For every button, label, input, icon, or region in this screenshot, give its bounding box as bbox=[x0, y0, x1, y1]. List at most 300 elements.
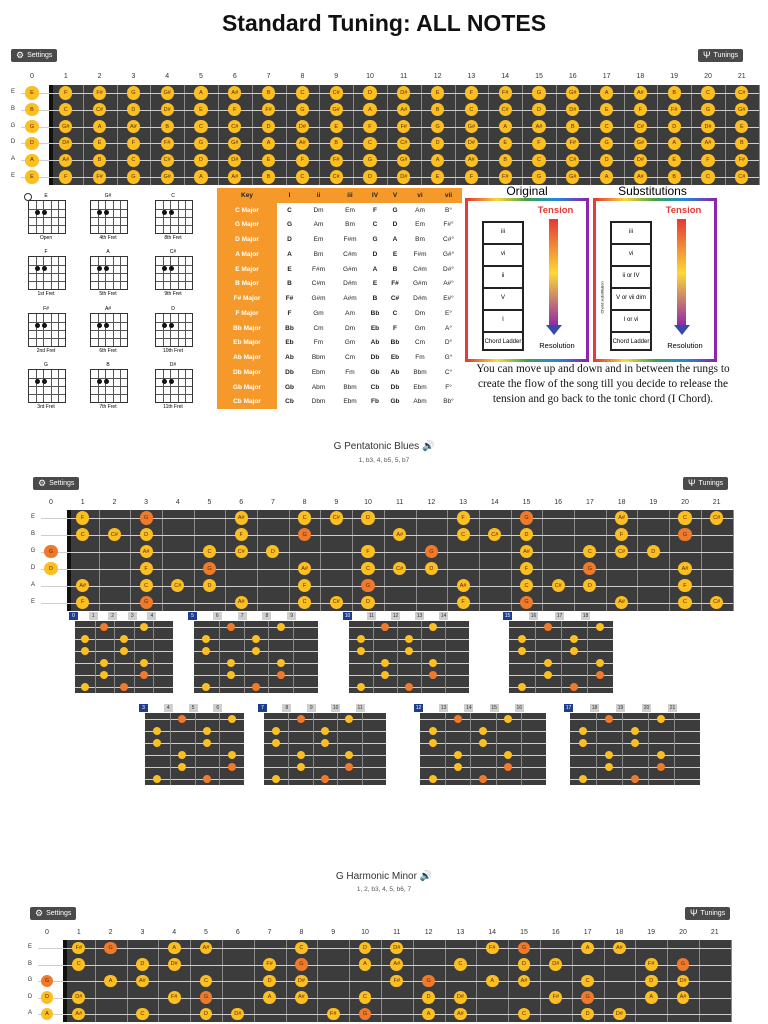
note-marker[interactable]: F bbox=[634, 103, 647, 116]
note-marker[interactable]: G# bbox=[228, 137, 241, 150]
note-marker[interactable]: C# bbox=[161, 154, 174, 167]
root-note-marker[interactable]: G bbox=[41, 975, 54, 988]
position-fret-button[interactable]: 11 bbox=[357, 705, 363, 711]
note-marker[interactable]: G bbox=[532, 170, 545, 183]
root-note-marker[interactable]: G bbox=[583, 562, 596, 575]
note-marker[interactable]: D# bbox=[397, 170, 410, 183]
note-marker[interactable]: G bbox=[363, 154, 376, 167]
note-marker[interactable]: D bbox=[581, 1008, 594, 1021]
note-marker[interactable]: E bbox=[431, 170, 444, 183]
note-marker[interactable]: F# bbox=[263, 958, 276, 971]
note-marker[interactable]: C bbox=[194, 120, 207, 133]
note-marker[interactable]: E bbox=[25, 170, 38, 183]
note-marker[interactable]: A# bbox=[390, 958, 403, 971]
note-marker[interactable]: C# bbox=[397, 137, 410, 150]
note-marker[interactable]: F# bbox=[486, 942, 499, 955]
note-marker[interactable]: A# bbox=[59, 154, 72, 167]
tunings-button[interactable] bbox=[698, 49, 743, 62]
note-marker[interactable]: A# bbox=[634, 170, 647, 183]
note-marker[interactable]: F bbox=[235, 528, 248, 541]
note-marker[interactable]: C bbox=[701, 86, 714, 99]
note-marker[interactable]: F# bbox=[390, 975, 403, 988]
position-fret-button[interactable]: 17 bbox=[565, 705, 572, 711]
position-fret-button[interactable]: 13 bbox=[440, 705, 447, 711]
note-marker[interactable]: B bbox=[668, 86, 681, 99]
position-box[interactable] bbox=[509, 621, 613, 693]
note-marker[interactable]: A# bbox=[295, 991, 308, 1004]
note-marker[interactable]: F# bbox=[161, 137, 174, 150]
note-marker[interactable]: A# bbox=[140, 545, 153, 558]
chord-diagram[interactable] bbox=[28, 313, 66, 347]
note-marker[interactable]: F bbox=[465, 86, 478, 99]
note-marker[interactable]: C# bbox=[393, 562, 406, 575]
position-box[interactable] bbox=[349, 621, 469, 693]
note-marker[interactable]: C bbox=[457, 528, 470, 541]
note-marker[interactable]: F bbox=[457, 596, 470, 609]
note-marker[interactable]: C bbox=[581, 975, 594, 988]
chord-diagram[interactable] bbox=[155, 313, 193, 347]
position-fret-button[interactable]: 16 bbox=[530, 613, 537, 619]
note-marker[interactable]: F# bbox=[93, 170, 106, 183]
note-marker[interactable]: A# bbox=[678, 562, 691, 575]
note-marker[interactable]: A bbox=[668, 137, 681, 150]
note-marker[interactable]: C bbox=[72, 958, 85, 971]
note-marker[interactable]: A bbox=[581, 942, 594, 955]
position-fret-button[interactable]: 4 bbox=[147, 612, 156, 620]
note-marker[interactable]: C# bbox=[330, 170, 343, 183]
chord-diagram[interactable] bbox=[155, 200, 193, 234]
note-marker[interactable]: D# bbox=[390, 942, 403, 955]
position-box[interactable] bbox=[75, 621, 173, 693]
position-fret-button[interactable]: 14 bbox=[440, 613, 447, 619]
note-marker[interactable]: F bbox=[127, 137, 140, 150]
note-marker[interactable]: F bbox=[615, 528, 628, 541]
note-marker[interactable]: D# bbox=[634, 154, 647, 167]
note-marker[interactable]: D bbox=[361, 511, 374, 524]
note-marker[interactable]: F# bbox=[93, 86, 106, 99]
note-marker[interactable]: F# bbox=[499, 170, 512, 183]
note-marker[interactable]: D bbox=[44, 562, 57, 575]
note-marker[interactable]: F bbox=[678, 579, 691, 592]
note-marker[interactable]: F# bbox=[549, 991, 562, 1004]
position-fret-button[interactable]: 10 bbox=[344, 613, 351, 619]
position-fret-button[interactable]: 16 bbox=[516, 705, 523, 711]
note-marker[interactable]: F# bbox=[566, 137, 579, 150]
note-marker[interactable]: F bbox=[520, 562, 533, 575]
root-note-marker[interactable]: G bbox=[520, 511, 533, 524]
note-marker[interactable]: A# bbox=[235, 511, 248, 524]
note-marker[interactable]: A# bbox=[296, 137, 309, 150]
note-marker[interactable]: D bbox=[422, 991, 435, 1004]
note-marker[interactable]: C bbox=[701, 170, 714, 183]
note-marker[interactable]: E bbox=[25, 86, 38, 99]
note-marker[interactable]: C bbox=[203, 545, 216, 558]
note-marker[interactable]: C# bbox=[710, 596, 723, 609]
note-marker[interactable]: D# bbox=[168, 958, 181, 971]
note-marker[interactable]: B bbox=[431, 103, 444, 116]
position-fret-button[interactable]: 9 bbox=[307, 704, 316, 712]
note-marker[interactable]: C# bbox=[735, 170, 748, 183]
note-marker[interactable]: D# bbox=[677, 975, 690, 988]
root-note-marker[interactable]: G bbox=[200, 991, 213, 1004]
note-marker[interactable]: E bbox=[668, 154, 681, 167]
root-note-marker[interactable]: G bbox=[298, 528, 311, 541]
note-marker[interactable]: A bbox=[194, 170, 207, 183]
note-marker[interactable]: D bbox=[262, 120, 275, 133]
position-fret-button[interactable]: 4 bbox=[164, 704, 173, 712]
note-marker[interactable]: D bbox=[361, 596, 374, 609]
note-marker[interactable]: D bbox=[600, 154, 613, 167]
note-marker[interactable]: A# bbox=[615, 596, 628, 609]
note-marker[interactable]: C bbox=[600, 120, 613, 133]
note-marker[interactable]: C bbox=[76, 528, 89, 541]
note-marker[interactable]: C bbox=[296, 86, 309, 99]
root-note-marker[interactable]: G bbox=[425, 545, 438, 558]
position-box[interactable] bbox=[194, 621, 318, 693]
position-fret-button[interactable]: 7 bbox=[238, 612, 247, 620]
note-marker[interactable]: G# bbox=[161, 170, 174, 183]
note-marker[interactable]: B bbox=[566, 120, 579, 133]
note-marker[interactable]: C# bbox=[710, 511, 723, 524]
note-marker[interactable]: D bbox=[363, 86, 376, 99]
chord-diagram[interactable] bbox=[90, 369, 128, 403]
note-marker[interactable]: A bbox=[168, 942, 181, 955]
note-marker[interactable]: C bbox=[361, 562, 374, 575]
note-marker[interactable]: C# bbox=[634, 120, 647, 133]
note-marker[interactable]: A# bbox=[298, 562, 311, 575]
note-marker[interactable]: A# bbox=[520, 545, 533, 558]
note-marker[interactable]: G bbox=[127, 170, 140, 183]
note-marker[interactable]: A bbox=[25, 154, 38, 167]
chord-diagram[interactable] bbox=[155, 369, 193, 403]
note-marker[interactable]: C# bbox=[108, 528, 121, 541]
note-marker[interactable]: D bbox=[363, 170, 376, 183]
note-marker[interactable]: B bbox=[93, 154, 106, 167]
chord-diagram[interactable] bbox=[90, 256, 128, 290]
minor-tunings-button[interactable] bbox=[685, 907, 730, 920]
note-marker[interactable]: C bbox=[532, 154, 545, 167]
root-note-marker[interactable]: G bbox=[361, 579, 374, 592]
note-marker[interactable]: C bbox=[678, 511, 691, 524]
note-marker[interactable]: B bbox=[499, 154, 512, 167]
note-marker[interactable]: D bbox=[359, 942, 372, 955]
note-marker[interactable]: D bbox=[668, 120, 681, 133]
note-marker[interactable]: F bbox=[76, 511, 89, 524]
note-marker[interactable]: C# bbox=[552, 579, 565, 592]
note-marker[interactable]: A# bbox=[397, 103, 410, 116]
note-marker[interactable]: C bbox=[59, 103, 72, 116]
note-marker[interactable]: D bbox=[532, 103, 545, 116]
note-marker[interactable]: D# bbox=[161, 103, 174, 116]
note-marker[interactable]: D# bbox=[228, 154, 241, 167]
note-marker[interactable]: D# bbox=[454, 991, 467, 1004]
note-marker[interactable]: A# bbox=[127, 120, 140, 133]
position-fret-button[interactable]: 11 bbox=[368, 613, 375, 619]
note-marker[interactable]: A bbox=[431, 154, 444, 167]
root-note-marker[interactable]: G bbox=[422, 975, 435, 988]
note-marker[interactable]: G# bbox=[634, 137, 647, 150]
root-note-marker[interactable]: G bbox=[203, 562, 216, 575]
note-marker[interactable]: C# bbox=[499, 103, 512, 116]
note-marker[interactable]: F# bbox=[262, 103, 275, 116]
note-marker[interactable]: A# bbox=[615, 511, 628, 524]
note-marker[interactable]: C bbox=[298, 511, 311, 524]
note-marker[interactable]: D bbox=[200, 1008, 213, 1021]
note-marker[interactable]: C# bbox=[330, 596, 343, 609]
note-marker[interactable]: C bbox=[678, 596, 691, 609]
note-marker[interactable]: D bbox=[266, 545, 279, 558]
note-marker[interactable]: F bbox=[361, 545, 374, 558]
note-marker[interactable]: B bbox=[735, 137, 748, 150]
note-marker[interactable]: C bbox=[518, 1008, 531, 1021]
note-marker[interactable]: E bbox=[431, 86, 444, 99]
note-marker[interactable]: F# bbox=[72, 942, 85, 955]
settings-button[interactable] bbox=[11, 49, 57, 62]
position-fret-button[interactable]: 15 bbox=[504, 613, 511, 619]
minor-settings-button[interactable] bbox=[30, 907, 76, 920]
position-box[interactable] bbox=[570, 713, 700, 785]
position-fret-button[interactable]: 17 bbox=[556, 613, 563, 619]
note-marker[interactable]: C bbox=[298, 596, 311, 609]
note-marker[interactable]: D# bbox=[613, 1008, 626, 1021]
chord-diagram[interactable] bbox=[155, 256, 193, 290]
root-note-marker[interactable]: G bbox=[295, 958, 308, 971]
note-marker[interactable]: E bbox=[330, 120, 343, 133]
position-fret-button[interactable]: 8 bbox=[262, 612, 271, 620]
position-fret-button[interactable]: 6 bbox=[213, 612, 222, 620]
note-marker[interactable]: B bbox=[330, 137, 343, 150]
note-marker[interactable]: G# bbox=[566, 170, 579, 183]
note-marker[interactable]: C bbox=[200, 975, 213, 988]
note-marker[interactable]: A# bbox=[677, 991, 690, 1004]
note-marker[interactable]: D bbox=[263, 975, 276, 988]
note-marker[interactable]: D# bbox=[231, 1008, 244, 1021]
note-marker[interactable]: A bbox=[486, 975, 499, 988]
note-marker[interactable]: A# bbox=[235, 596, 248, 609]
note-marker[interactable]: B bbox=[668, 170, 681, 183]
note-marker[interactable]: C bbox=[127, 154, 140, 167]
note-marker[interactable]: A# bbox=[393, 528, 406, 541]
root-note-marker[interactable]: G bbox=[140, 511, 153, 524]
note-marker[interactable]: A bbox=[422, 1008, 435, 1021]
note-marker[interactable]: A# bbox=[72, 1008, 85, 1021]
note-marker[interactable]: A# bbox=[228, 86, 241, 99]
note-marker[interactable]: G# bbox=[161, 86, 174, 99]
note-marker[interactable]: A# bbox=[465, 154, 478, 167]
note-marker[interactable]: D# bbox=[566, 103, 579, 116]
note-marker[interactable]: D# bbox=[701, 120, 714, 133]
note-marker[interactable]: C# bbox=[615, 545, 628, 558]
note-marker[interactable]: A# bbox=[200, 942, 213, 955]
note-marker[interactable]: F bbox=[298, 579, 311, 592]
note-marker[interactable]: D bbox=[203, 579, 216, 592]
note-marker[interactable]: B bbox=[161, 120, 174, 133]
root-note-marker[interactable]: G bbox=[104, 942, 117, 955]
note-marker[interactable]: C bbox=[363, 137, 376, 150]
note-marker[interactable]: D bbox=[645, 975, 658, 988]
root-note-marker[interactable]: G bbox=[359, 1008, 372, 1021]
note-marker[interactable]: D# bbox=[59, 137, 72, 150]
note-marker[interactable]: A# bbox=[701, 137, 714, 150]
note-marker[interactable]: G bbox=[600, 137, 613, 150]
note-marker[interactable]: F# bbox=[735, 154, 748, 167]
root-note-marker[interactable]: G bbox=[581, 991, 594, 1004]
root-note-marker[interactable]: G bbox=[44, 545, 57, 558]
note-marker[interactable]: F bbox=[532, 137, 545, 150]
chord-diagram[interactable] bbox=[28, 200, 66, 234]
note-marker[interactable]: C# bbox=[93, 103, 106, 116]
note-marker[interactable]: A bbox=[263, 991, 276, 1004]
note-marker[interactable]: A# bbox=[454, 1008, 467, 1021]
position-fret-button[interactable]: 20 bbox=[643, 705, 650, 711]
pentatonic-tunings-button[interactable] bbox=[683, 477, 728, 490]
position-fret-button[interactable]: 1 bbox=[89, 612, 98, 620]
note-marker[interactable]: A bbox=[93, 120, 106, 133]
note-marker[interactable]: C bbox=[136, 1008, 149, 1021]
position-fret-button[interactable]: 5 bbox=[188, 612, 197, 620]
note-marker[interactable]: E bbox=[735, 120, 748, 133]
note-marker[interactable]: A# bbox=[136, 975, 149, 988]
position-fret-button[interactable]: 5 bbox=[189, 704, 198, 712]
note-marker[interactable]: C bbox=[359, 991, 372, 1004]
position-fret-button[interactable]: 3 bbox=[128, 612, 137, 620]
note-marker[interactable]: D bbox=[127, 103, 140, 116]
note-marker[interactable]: D bbox=[140, 528, 153, 541]
position-fret-button[interactable]: 15 bbox=[491, 705, 497, 711]
note-marker[interactable]: F bbox=[228, 103, 241, 116]
note-marker[interactable]: C# bbox=[330, 511, 343, 524]
note-marker[interactable]: C bbox=[520, 579, 533, 592]
position-box[interactable] bbox=[420, 713, 546, 785]
root-note-marker[interactable]: G bbox=[677, 958, 690, 971]
root-note-marker[interactable]: G bbox=[140, 596, 153, 609]
note-marker[interactable]: D bbox=[520, 528, 533, 541]
position-fret-button[interactable]: 14 bbox=[466, 705, 472, 711]
note-marker[interactable]: E bbox=[262, 154, 275, 167]
position-box[interactable] bbox=[264, 713, 386, 785]
note-marker[interactable]: G bbox=[701, 103, 714, 116]
note-marker[interactable]: B bbox=[262, 86, 275, 99]
position-fret-button[interactable]: 9 bbox=[287, 612, 296, 620]
position-fret-button[interactable]: 21 bbox=[669, 705, 676, 711]
note-marker[interactable]: G bbox=[431, 120, 444, 133]
position-fret-button[interactable]: 0 bbox=[69, 612, 78, 620]
note-marker[interactable]: A bbox=[499, 120, 512, 133]
note-marker[interactable]: F bbox=[701, 154, 714, 167]
note-marker[interactable]: G# bbox=[397, 154, 410, 167]
note-marker[interactable]: D# bbox=[72, 991, 85, 1004]
speaker-icon[interactable]: 🔊 bbox=[419, 871, 433, 882]
position-fret-button[interactable]: 7 bbox=[258, 704, 267, 712]
chord-diagram[interactable] bbox=[28, 369, 66, 403]
note-marker[interactable]: E bbox=[600, 103, 613, 116]
chord-diagram[interactable] bbox=[90, 200, 128, 234]
note-marker[interactable]: D bbox=[647, 545, 660, 558]
note-marker[interactable]: C bbox=[583, 545, 596, 558]
note-marker[interactable]: A# bbox=[518, 975, 531, 988]
note-marker[interactable]: A# bbox=[228, 170, 241, 183]
note-marker[interactable]: F bbox=[465, 170, 478, 183]
note-marker[interactable]: D bbox=[518, 958, 531, 971]
note-marker[interactable]: A bbox=[262, 137, 275, 150]
speaker-icon[interactable]: 🔊 bbox=[421, 441, 435, 452]
root-note-marker[interactable]: G bbox=[678, 528, 691, 541]
note-marker[interactable]: F# bbox=[327, 1008, 340, 1021]
note-marker[interactable]: A# bbox=[613, 942, 626, 955]
note-marker[interactable]: F# bbox=[499, 86, 512, 99]
chord-diagram[interactable] bbox=[28, 256, 66, 290]
note-marker[interactable]: A bbox=[363, 103, 376, 116]
note-marker[interactable]: D# bbox=[397, 86, 410, 99]
note-marker[interactable]: F# bbox=[330, 154, 343, 167]
position-fret-button[interactable]: 18 bbox=[591, 705, 598, 711]
note-marker[interactable]: A bbox=[104, 975, 117, 988]
position-fret-button[interactable]: 12 bbox=[392, 613, 399, 619]
note-marker[interactable]: F bbox=[140, 562, 153, 575]
pentatonic-settings-button[interactable] bbox=[33, 477, 79, 490]
note-marker[interactable]: F bbox=[457, 511, 470, 524]
position-fret-button[interactable]: 12 bbox=[415, 705, 422, 711]
note-marker[interactable]: G# bbox=[566, 86, 579, 99]
note-marker[interactable]: A# bbox=[76, 579, 89, 592]
note-marker[interactable]: E bbox=[93, 137, 106, 150]
position-fret-button[interactable]: 8 bbox=[282, 704, 291, 712]
note-marker[interactable]: A bbox=[645, 991, 658, 1004]
note-marker[interactable]: C# bbox=[488, 528, 501, 541]
note-marker[interactable]: A# bbox=[634, 86, 647, 99]
note-marker[interactable]: G bbox=[532, 86, 545, 99]
note-marker[interactable]: A bbox=[600, 86, 613, 99]
note-marker[interactable]: A bbox=[600, 170, 613, 183]
note-marker[interactable]: G# bbox=[330, 103, 343, 116]
note-marker[interactable]: C# bbox=[171, 579, 184, 592]
note-marker[interactable]: A bbox=[194, 86, 207, 99]
note-marker[interactable]: G bbox=[25, 120, 38, 133]
note-marker[interactable]: E bbox=[499, 137, 512, 150]
position-fret-button[interactable]: 10 bbox=[332, 705, 339, 711]
note-marker[interactable]: D bbox=[41, 991, 54, 1004]
note-marker[interactable]: A# bbox=[532, 120, 545, 133]
note-marker[interactable]: D# bbox=[465, 137, 478, 150]
note-marker[interactable]: C bbox=[295, 942, 308, 955]
note-marker[interactable]: D# bbox=[549, 958, 562, 971]
note-marker[interactable]: D bbox=[136, 958, 149, 971]
root-note-marker[interactable]: G bbox=[518, 942, 531, 955]
note-marker[interactable]: G# bbox=[735, 103, 748, 116]
note-marker[interactable]: D# bbox=[296, 120, 309, 133]
note-marker[interactable]: F# bbox=[397, 120, 410, 133]
note-marker[interactable]: B bbox=[262, 170, 275, 183]
note-marker[interactable]: F# bbox=[668, 103, 681, 116]
position-fret-button[interactable]: 6 bbox=[213, 704, 222, 712]
note-marker[interactable]: D bbox=[25, 137, 38, 150]
note-marker[interactable]: C# bbox=[330, 86, 343, 99]
position-fret-button[interactable]: 19 bbox=[617, 705, 624, 711]
note-marker[interactable]: C bbox=[465, 103, 478, 116]
note-marker[interactable]: G# bbox=[59, 120, 72, 133]
note-marker[interactable]: G bbox=[127, 86, 140, 99]
position-box[interactable] bbox=[145, 713, 244, 785]
note-marker[interactable]: C bbox=[454, 958, 467, 971]
note-marker[interactable]: F bbox=[76, 596, 89, 609]
root-note-marker[interactable]: G bbox=[520, 596, 533, 609]
note-marker[interactable]: D bbox=[194, 154, 207, 167]
note-marker[interactable]: C# bbox=[735, 86, 748, 99]
note-marker[interactable]: D bbox=[583, 579, 596, 592]
note-marker[interactable]: B bbox=[25, 103, 38, 116]
note-marker[interactable]: F# bbox=[168, 991, 181, 1004]
note-marker[interactable]: F bbox=[59, 170, 72, 183]
